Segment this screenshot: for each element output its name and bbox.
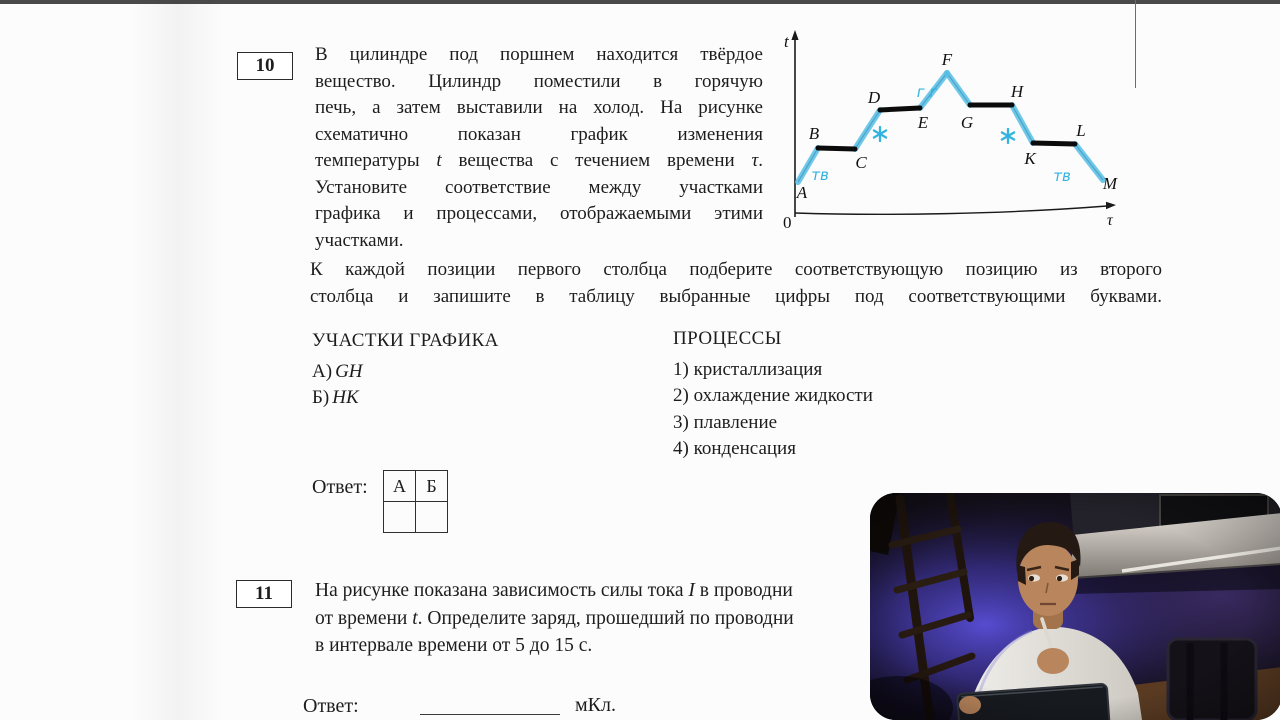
text-line: На рисунке показана зависимость силы тока I в проводни <box>315 580 793 601</box>
answer-blank-line <box>420 714 560 715</box>
webcam-overlay <box>870 493 1280 720</box>
highlighted-slope-segment <box>1075 144 1103 180</box>
answer-table-header-a: А <box>384 471 416 502</box>
graph-point-label: E <box>917 113 929 132</box>
graph-point-label: M <box>1102 174 1118 193</box>
graph-point-label: K <box>1024 149 1036 168</box>
text-line: участками. <box>315 229 404 251</box>
vignette <box>870 493 1280 720</box>
problem11-answer-label: Ответ: <box>303 695 359 717</box>
temperature-graph <box>775 25 1125 230</box>
highlighted-slope-segment <box>855 110 880 149</box>
text-line: от времени t. Определите заряд, прошедший по проводни <box>315 607 794 629</box>
process-item: 4) конденсация <box>673 438 796 460</box>
problem11-number-box <box>236 580 292 608</box>
x-axis-label: τ <box>1107 212 1113 229</box>
instruction-text <box>310 256 1162 310</box>
graph-section-item <box>312 359 642 385</box>
graph-point-label: F <box>941 50 953 69</box>
plateau-segment <box>1033 143 1075 144</box>
x-axis <box>795 206 1107 214</box>
process-item: 2) охлаждение жидкости <box>673 385 873 407</box>
text-line: в интервале времени от 5 до 15 с. <box>315 635 593 656</box>
graph-point-label: D <box>867 88 881 107</box>
item-letter: Б) <box>312 387 330 409</box>
origin-label: 0 <box>783 213 792 230</box>
text-line: печь, а затем выставили на холод. На рисунке <box>315 97 763 118</box>
text-line: графика и процессами, отображаемыми этими <box>315 203 763 224</box>
answer-table-header-b: Б <box>416 471 448 502</box>
handwritten-annotation: тв <box>1053 167 1071 185</box>
plateau-segment <box>880 108 920 110</box>
graph-section-item <box>312 385 642 411</box>
graph-point-label: G <box>960 113 974 132</box>
answer-cell-a <box>384 502 416 533</box>
answer-cell-b <box>416 502 448 533</box>
problem10-answer-label: Ответ: <box>312 476 368 498</box>
handwritten-annotation: г г <box>916 83 938 101</box>
problem11-number: 11 <box>255 583 273 604</box>
problem10-number-box <box>237 52 293 80</box>
page-fold-shading <box>130 0 225 720</box>
graph-sections-column <box>312 330 642 412</box>
answer-table <box>383 470 448 533</box>
handwritten-annotation: тв <box>811 166 829 184</box>
x-axis-arrow <box>1106 202 1116 209</box>
text-line: столбца и запишите в таблицу выбранные цифры под соответствующими буквами. <box>310 286 1162 307</box>
curve-line <box>798 73 1103 182</box>
temperature-graph-figure <box>775 25 1125 230</box>
y-axis-arrow <box>791 30 798 40</box>
processes-column <box>673 328 1003 463</box>
graph-point-label: L <box>1076 121 1086 140</box>
graph-point-label: B <box>808 124 820 143</box>
item-value: GH <box>335 361 363 382</box>
text-line: В цилиндре под поршнем находится твёрдое <box>315 44 763 65</box>
problem10-number: 10 <box>255 55 275 76</box>
item-letter: А) <box>312 361 333 382</box>
text-line: вещество. Цилиндр поместили в горячую <box>315 70 763 92</box>
text-line: температуры t вещества с течением времени τ. <box>315 150 763 171</box>
graph-point-label: C <box>855 153 867 172</box>
webcam-scene <box>870 493 1280 720</box>
graph-sections-header: УЧАСТКИ ГРАФИКА <box>312 330 499 351</box>
plateau-segment <box>818 148 855 149</box>
process-item: 3) плавление <box>673 411 778 433</box>
graph-point-label: A <box>796 183 808 202</box>
text-line: схематично показан график изменения <box>315 123 763 145</box>
text-line: К каждой позиции первого столбца подберите соответствующую позицию из второго <box>310 259 1162 280</box>
graph-point-label: H <box>1010 82 1024 101</box>
problem10-text <box>315 42 763 254</box>
highlighted-slope-segment <box>1012 105 1033 143</box>
page-edge-line <box>1135 0 1136 88</box>
process-item: 1) кристаллизация <box>673 359 823 380</box>
y-axis-label: t <box>784 32 789 51</box>
problem11-text <box>315 577 794 660</box>
problem11-answer-unit: мКл. <box>575 694 616 716</box>
text-line: Установите соответствие между участками <box>315 176 763 198</box>
processes-header: ПРОЦЕССЫ <box>673 328 782 349</box>
highlighted-slope-segment <box>947 73 970 105</box>
item-value: HK <box>332 387 359 409</box>
